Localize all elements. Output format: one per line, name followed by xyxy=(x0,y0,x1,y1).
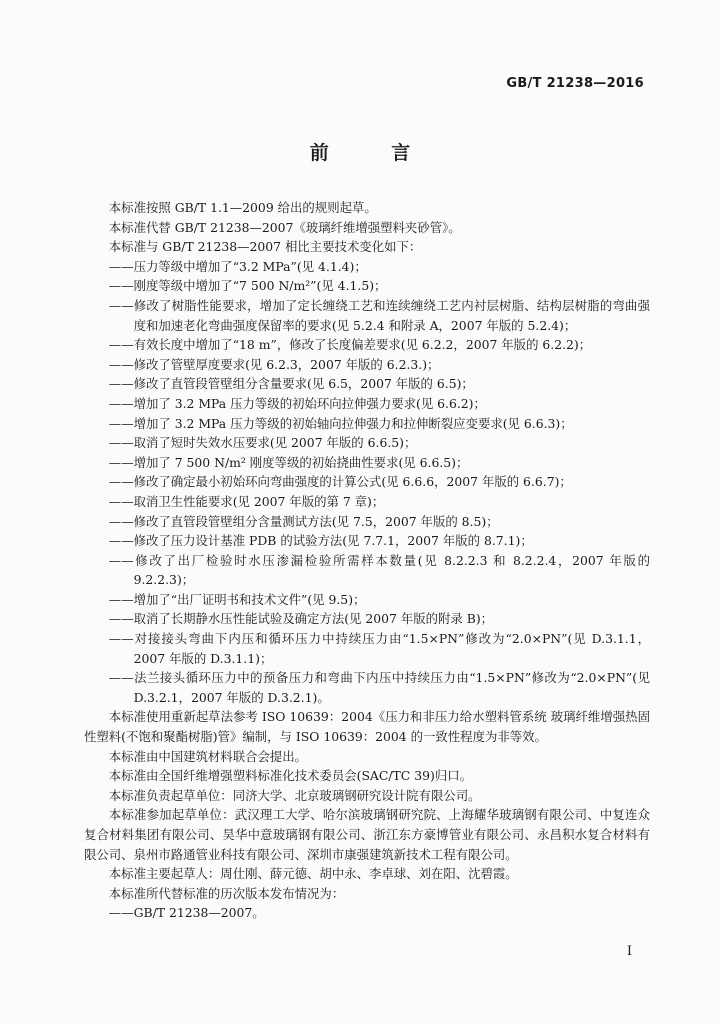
change-item: ——增加了 7 500 N/m² 刚度等级的初始挠曲性要求(见 6.6.5)； xyxy=(108,454,469,470)
body-paragraph: 本标准由中国建筑材料联合会提出。 xyxy=(108,748,308,764)
body-paragraph: 本标准使用重新起草法参考 ISO 10639：2004《压力和非压力给水塑料管系统 玻璃纤维增强热固性塑料(不饱和聚酯树脂)管》编制，与 ISO 10639：2004 的一致性程度为非等效。 xyxy=(84,709,650,745)
change-item: ——修改了出厂检验时水压渗漏检验所需样本数量(见 8.2.2.3 和 8.2.2.4，2007 年版的 9.2.2.3)； xyxy=(108,552,650,588)
body-paragraph: 本标准由全国纤维增强塑料标准化技术委员会(SAC/TC 39)归口。 xyxy=(108,768,472,784)
change-item: ——修改了直管段管壁组分含量要求(见 6.5，2007 年版的 6.5)； xyxy=(108,376,474,392)
body-paragraph: 本标准主要起草人：周仕刚、薛元德、胡中永、李卓球、刘在阳、沈碧霞。 xyxy=(108,866,518,882)
change-item: ——法兰接头循环压力中的预备压力和弯曲下内压中持续压力由“1.5×PN”修改为“2.0×PN”(见 D.3.2.1，2007 年版的 D.3.2.1)。 xyxy=(108,670,650,705)
body-paragraph: 本标准参加起草单位：武汉理工大学、哈尔滨玻璃钢研究院、上海耀华玻璃钢有限公司、中复连众复合材料集团有限公司、昊华中意玻璃钢有限公司、浙江东方豪博管业有限公司、永昌积水复合材料有限公司、泉州市路通管业科技有限公司、深圳市康强建筑新技术工程有限公司。 xyxy=(84,807,650,862)
intro-paragraph: 本标准代替 GB/T 21238—2007《玻璃纤维增强塑料夹砂管》。 xyxy=(108,219,461,235)
change-item: ——修改了压力设计基准 PDB 的试验方法(见 7.7.1，2007 年版的 8.7.1)； xyxy=(108,533,533,549)
change-item: ——增加了 3.2 MPa 压力等级的初始环向拉伸强力要求(见 6.6.2)； xyxy=(108,395,486,411)
change-item: ——增加了 3.2 MPa 压力等级的初始轴向拉伸强力和拉伸断裂应变要求(见 6.6.3)； xyxy=(108,415,573,431)
page-title: 前 言 xyxy=(309,142,439,164)
change-item: ——取消了长期静水压性能试验及确定方法(见 2007 年版的附录 B)； xyxy=(108,611,494,627)
page-number: I xyxy=(626,944,632,959)
body-paragraph: 本标准所代替标准的历次版本发布情况为： xyxy=(108,885,345,901)
history-item: ——GB/T 21238—2007。 xyxy=(108,905,265,921)
change-item: ——取消了短时失效水压要求(见 2007 年版的 6.6.5)； xyxy=(108,435,417,451)
document-body xyxy=(84,198,650,923)
change-item: ——取消卫生性能要求(见 2007 年版的第 7 章)； xyxy=(108,493,385,509)
change-item: ——刚度等级中增加了“7 500 N/m²”(见 4.1.5)； xyxy=(108,278,387,294)
change-item: ——修改了树脂性能要求，增加了定长缠绕工艺和连续缠绕工艺内衬层树脂、结构层树脂的弯曲强度和加速老化弯曲强度保留率的要求(见 5.2.4 和附录 A，2007 年版的 5.2.4)； xyxy=(108,297,650,333)
change-item: ——修改了管壁厚度要求(见 6.2.3，2007 年版的 6.2.3.)； xyxy=(108,356,440,372)
change-item: ——有效长度中增加了“18 m”，修改了长度偏差要求(见 6.2.2，2007 年版的 6.2.2)； xyxy=(108,337,592,353)
intro-paragraph: 本标准按照 GB/T 1.1—2009 给出的规则起草。 xyxy=(108,200,377,215)
standard-number: GB/T 21238—2016 xyxy=(506,76,644,91)
change-item: ——对接接头弯曲下内压和循环压力中持续压力由“1.5×PN”修改为“2.0×PN”(见 D.3.1.1，2007 年版的 D.3.1.1)； xyxy=(108,631,650,666)
change-item: ——增加了“出厂证明书和技术文件”(见 9.5)； xyxy=(108,591,366,607)
change-item: ——压力等级中增加了“3.2 MPa”(见 4.1.4)； xyxy=(108,258,367,274)
intro-paragraph: 本标准与 GB/T 21238—2007 相比主要技术变化如下： xyxy=(108,239,422,255)
body-paragraph: 本标准负责起草单位：同济大学、北京玻璃钢研究设计院有限公司。 xyxy=(108,787,481,803)
change-item: ——修改了确定最小初始环向弯曲强度的计算公式(见 6.6.6，2007 年版的 6.6.7)； xyxy=(108,474,572,490)
change-item: ——修改了直管段管壁组分含量测试方法(见 7.5，2007 年版的 8.5)； xyxy=(108,513,499,529)
